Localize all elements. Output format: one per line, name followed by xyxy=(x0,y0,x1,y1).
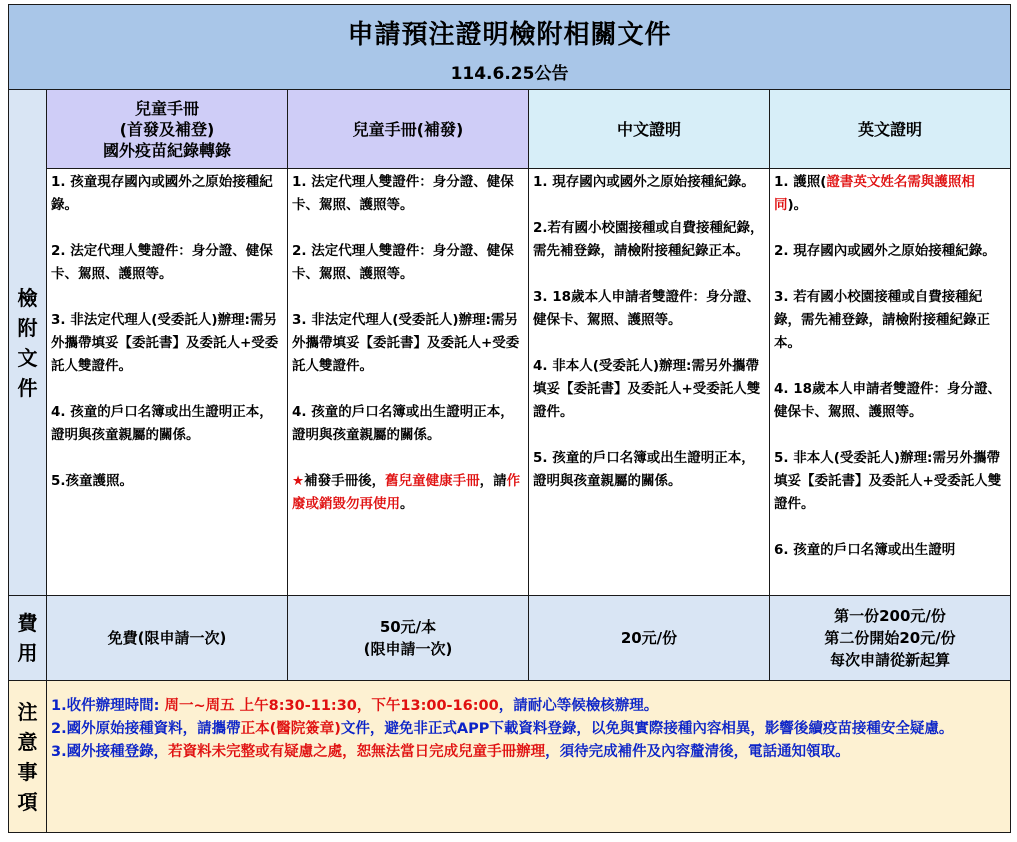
docs-cell-col1 xyxy=(47,169,288,596)
side-label-docs xyxy=(9,90,47,596)
side-char: 文 xyxy=(17,345,38,370)
side-char: 附 xyxy=(17,315,38,340)
docs-cell-col4 xyxy=(770,169,1011,596)
doc-item: 3. 18歲本人申請者雙證件：身分證、健保卡、駕照、護照等。 xyxy=(533,289,761,328)
fee-text: 第二份開始20元/份 xyxy=(824,629,956,647)
column-header-row xyxy=(9,90,1011,169)
note-text: 文件，避免非正式APP下載資料登錄，以免與實際接種內容相異，影響後續疫苗接種安全疑慮。 xyxy=(340,721,954,737)
note-red-text: 周一~周五 上午8:30-11:30，下午13:00-16:00 xyxy=(164,698,499,714)
doc-item: 3. 非法定代理人(受委託人)辦理:需另外攜帶填妥【委託書】及委託人+受委託人雙證件。 xyxy=(51,312,279,374)
fee-text: 20元/份 xyxy=(620,629,678,647)
doc-item: 3. 非法定代理人(受委託人)辦理:需另外攜帶填妥【委託書】及委託人+受委託人雙證件。 xyxy=(292,312,520,374)
fee-col4 xyxy=(770,596,1011,681)
side-char: 費 xyxy=(17,611,38,635)
docs-cell-col2 xyxy=(288,169,529,596)
fee-text: 50元/本 xyxy=(379,618,437,636)
fee-text: (限申請一次) xyxy=(363,640,453,658)
doc-item: 4. 非本人(受委託人)辦理:需另外攜帶填妥【委託書】及委託人+受委託人雙證件。 xyxy=(533,358,761,420)
header-line: (首發及補登) xyxy=(119,119,215,139)
document-sheet xyxy=(8,4,1010,836)
header-line: 英文證明 xyxy=(858,119,923,139)
note-text: 2.國外原始接種資料，請攜帶 xyxy=(51,721,241,737)
warning-text: 補發手冊後， xyxy=(304,473,386,489)
doc-red-text: 證書英文姓名需與護照相同 xyxy=(774,174,975,213)
doc-item: 1. 法定代理人雙證件：身分證、健保卡、駕照、護照等。 xyxy=(292,174,514,213)
doc-item: 2. 法定代理人雙證件：身分證、健保卡、駕照、護照等。 xyxy=(292,243,514,282)
side-label-fee xyxy=(9,596,47,681)
warning-text: 。 xyxy=(400,496,414,512)
note-text: 1.收件辦理時間: xyxy=(51,698,165,714)
warning-red-text: 舊兒童健康手冊 xyxy=(385,473,480,489)
note-text: 3.國外接種登錄， xyxy=(51,744,169,760)
doc-item: 1. 現存國內或國外之原始接種紀錄。 xyxy=(533,174,755,190)
doc-item: 4. 孩童的戶口名簿或出生證明正本，證明與孩童親屬的關係。 xyxy=(292,404,514,443)
column-header-handbook-reissue xyxy=(288,90,529,169)
fee-col3 xyxy=(529,596,770,681)
requirements-table xyxy=(8,4,1011,833)
side-char: 意 xyxy=(17,729,38,754)
column-header-chinese-cert xyxy=(529,90,770,169)
header-line: 國外疫苗紀錄轉錄 xyxy=(102,140,231,160)
side-char: 件 xyxy=(17,375,38,400)
fee-text: 第一份200元/份 xyxy=(834,607,946,625)
side-label-notes xyxy=(9,681,47,833)
side-char: 項 xyxy=(17,789,38,814)
doc-item xyxy=(774,171,1006,217)
documents-row xyxy=(9,169,1011,596)
doc-item: 2. 法定代理人雙證件：身分證、健保卡、駕照、護照等。 xyxy=(51,243,273,282)
notes-row xyxy=(9,681,1011,833)
reissue-warning xyxy=(292,470,524,516)
announcement-date: 114.6.25公告 xyxy=(450,64,569,84)
side-char: 注 xyxy=(17,699,38,724)
doc-item: 1. 孩童現存國內或國外之原始接種紀錄。 xyxy=(51,174,273,213)
doc-item: 5. 非本人(受委託人)辦理:需另外攜帶填妥【委託書】及委託人+受委託人雙證件。 xyxy=(774,450,1002,512)
title-cell xyxy=(9,5,1011,90)
docs-cell-col3 xyxy=(529,169,770,596)
title-row xyxy=(9,5,1011,90)
note-text: ，請耐心等候檢核辦理。 xyxy=(498,698,659,714)
star-icon: ★ xyxy=(292,473,305,489)
notes-cell xyxy=(47,681,1011,833)
header-line: 中文證明 xyxy=(616,119,681,139)
fee-text: 免費(限申請一次) xyxy=(107,629,227,647)
doc-item: 3. 若有國小校園接種或自費接種紀錄，需先補登錄，請檢附接種紀錄正本。 xyxy=(774,289,990,351)
fee-row xyxy=(9,596,1011,681)
doc-text: 1. 護照( xyxy=(774,174,827,190)
doc-item: 5. 孩童的戶口名簿或出生證明正本，證明與孩童親屬的關係。 xyxy=(533,450,755,489)
fee-col2 xyxy=(288,596,529,681)
page-title: 申請預注證明檢附相關文件 xyxy=(347,20,672,50)
warning-red-text: 作廢或銷毀勿再使用 xyxy=(292,473,521,512)
note-item xyxy=(51,718,1004,741)
doc-item: 2.若有國小校園接種或自費接種紀錄，需先補登錄，請檢附接種紀錄正本。 xyxy=(533,220,764,259)
doc-item: 5.孩童護照。 xyxy=(51,473,134,489)
note-item xyxy=(51,695,1004,718)
side-char: 事 xyxy=(17,759,38,784)
doc-item: 4. 孩童的戶口名簿或出生證明正本，證明與孩童親屬的關係。 xyxy=(51,404,273,443)
warning-text: ，請 xyxy=(479,473,507,489)
header-line: 兒童手冊 xyxy=(134,98,199,118)
header-line: 兒童手冊(補發) xyxy=(352,119,464,139)
doc-item: 6. 孩童的戶口名簿或出生證明 xyxy=(774,542,956,558)
note-item xyxy=(51,741,1004,764)
note-red-text: 正本(醫院簽章) xyxy=(240,721,341,737)
fee-text: 每次申請從新起算 xyxy=(830,651,951,669)
doc-text: )。 xyxy=(787,197,808,213)
note-red-text: 若資料未完整或有疑慮之處，恕無法當日完成兒童手冊辦理 xyxy=(168,744,546,760)
side-char: 檢 xyxy=(17,285,38,310)
side-char: 用 xyxy=(17,641,38,665)
note-text: ，須待完成補件及內容釐清後，電話通知領取。 xyxy=(545,744,850,760)
column-header-english-cert xyxy=(770,90,1011,169)
doc-item: 2. 現存國內或國外之原始接種紀錄。 xyxy=(774,243,996,259)
doc-item: 4. 18歲本人申請者雙證件：身分證、健保卡、駕照、護照等。 xyxy=(774,381,1002,420)
fee-col1 xyxy=(47,596,288,681)
column-header-child-handbook xyxy=(47,90,288,169)
